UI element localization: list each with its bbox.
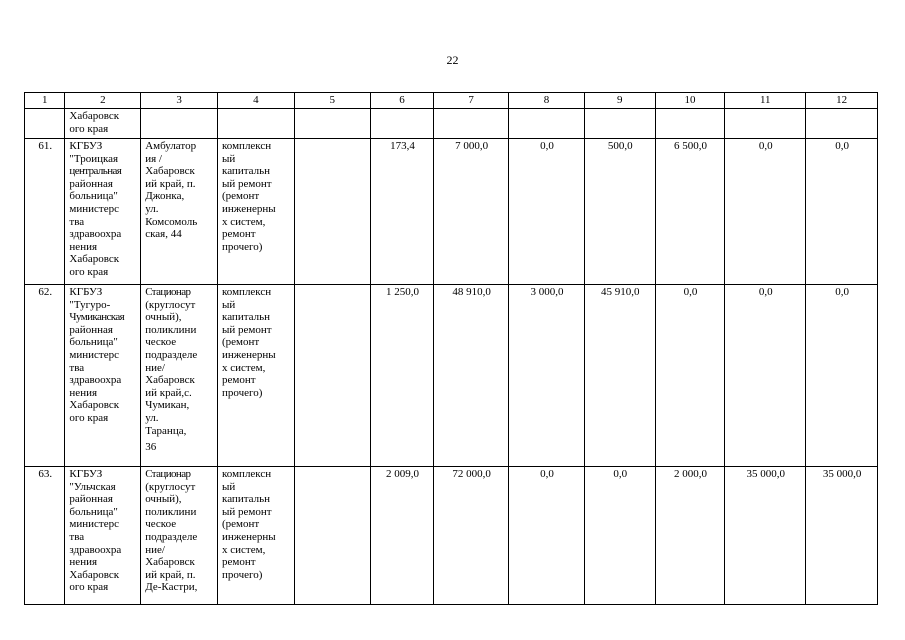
column-number: 3 [141, 93, 218, 109]
work-type-cell [218, 285, 295, 467]
row-number: 63. [25, 467, 65, 605]
cell-text-line: комплексн [222, 468, 272, 480]
value-col-9: 500,0 [584, 139, 655, 285]
work-type-cell [218, 467, 295, 605]
cell-text-line: Чумиканская [69, 311, 125, 324]
cell-text-line: комплексн [222, 140, 272, 152]
column-number: 10 [655, 93, 725, 109]
cell-text-line: министерс [69, 348, 119, 361]
cell-text-line: Комсомоль [145, 215, 198, 228]
cell-text-line: х систем, [222, 361, 266, 374]
cell-text-line: районная [69, 493, 113, 506]
cell-text-line: инженерны [222, 348, 276, 361]
cell-text-line: х систем, [222, 543, 266, 556]
value-col-9: 45 910,0 [584, 285, 655, 467]
cell-text-line: ия / [145, 152, 162, 165]
cell-text-line: комплексн [222, 286, 272, 298]
value-col-7: 7 000,0 [434, 139, 509, 285]
value-col-6: 173,4 [370, 139, 434, 285]
cell-text-line: поликлини [145, 323, 197, 336]
column-5-cell [294, 467, 370, 605]
cell-text-line: Чумикан, [145, 399, 190, 412]
column-number: 7 [434, 93, 509, 109]
cell-text-line: поликлини [145, 505, 197, 518]
organization-cell [65, 285, 141, 467]
value-col-8: 0,0 [509, 139, 585, 285]
cell-text-line: ние/ [145, 361, 165, 374]
cell-text-line: Хабаровск [145, 165, 195, 178]
cell-text-line: КГБУЗ [69, 468, 103, 480]
cell-text-line: ул. [145, 411, 159, 424]
table-row [25, 139, 878, 285]
cell-text-line: "Тугуро- [69, 298, 111, 311]
cell-text-line: ремонт [222, 374, 256, 387]
value-col-6: 1 250,0 [370, 285, 434, 467]
value-col-6: 2 009,0 [370, 467, 434, 605]
row-number: 62. [25, 285, 65, 467]
value-col-8: 3 000,0 [509, 285, 585, 467]
cell-text-line: прочего) [222, 386, 263, 399]
cell-text-line: Хабаровск [145, 556, 195, 569]
cell-text-line: нения [69, 240, 98, 253]
cell-text-line: министерс [69, 518, 119, 531]
cell-text-line: Таранца, [145, 424, 187, 437]
column-number: 1 [25, 93, 65, 109]
cell-text-line: 36 [145, 441, 157, 454]
cell-text-line: Стационар [145, 468, 191, 480]
cell-text-line: министерс [69, 202, 119, 215]
cell-text-line: больница" [69, 505, 118, 518]
table-row [25, 285, 878, 467]
cell-text-line: здравоохра [69, 374, 122, 387]
cell-text-line: районная [69, 177, 113, 190]
cell-text-line: центральная [69, 165, 122, 178]
cell-text-line: "Ульчская [69, 480, 116, 493]
column-5-cell [294, 285, 370, 467]
cell-text-line: ого края [69, 122, 109, 135]
address-cell [141, 467, 218, 605]
column-number: 8 [509, 93, 585, 109]
cell-text-line: ый [222, 152, 236, 165]
value-col-10: 0,0 [655, 285, 725, 467]
cell-text-line: прочего) [222, 568, 263, 581]
cell-text-line: тва [69, 361, 85, 374]
cell-text-line: ый ремонт [222, 505, 272, 518]
cell-text-line: больница" [69, 336, 118, 349]
cell-text-line: ий край, п. [145, 568, 196, 581]
cell-text-line: ый ремонт [222, 177, 272, 190]
cell-text-line: прочего) [222, 240, 263, 253]
cell-text-line: (ремонт [222, 336, 260, 349]
cell-text-line: ий край,с. [145, 386, 192, 399]
column-number: 4 [218, 93, 295, 109]
cell-text-line: капитальн [222, 311, 271, 324]
cell-text-line: инженерны [222, 530, 276, 543]
cell-text-line: КГБУЗ [69, 286, 103, 298]
cell-text-line: ческое [145, 336, 177, 349]
organization-cell [65, 139, 141, 285]
row-number: 61. [25, 139, 65, 285]
cell-text-line: ый [222, 480, 236, 493]
value-col-9: 0,0 [584, 467, 655, 605]
cell-text-line: подразделе [145, 348, 198, 361]
cell-text-line: "Троицкая [69, 152, 119, 165]
column-number: 2 [65, 93, 141, 109]
cell-text-line: ремонт [222, 556, 256, 569]
cell-text-line: Хабаровск [69, 110, 120, 122]
cell-text-line: (круглосут [145, 480, 196, 493]
cell-text-line: очный), [145, 311, 182, 324]
cell-text-line: подразделе [145, 530, 198, 543]
cell-text-line: тва [69, 215, 85, 228]
cell-text-line: ого края [69, 411, 109, 424]
cell-text-line: ый ремонт [222, 323, 272, 336]
cell-text-line: здравоохра [69, 543, 122, 556]
column-number: 12 [806, 93, 878, 109]
cell-text-line: тва [69, 530, 85, 543]
continuation-organization [65, 109, 141, 139]
cell-text-line: (круглосут [145, 298, 196, 311]
cell-text-line: капитальн [222, 493, 271, 506]
column-number: 9 [584, 93, 655, 109]
cell-text-line: капитальн [222, 165, 271, 178]
cell-text-line: (ремонт [222, 518, 260, 531]
page-number: 22 [446, 53, 459, 67]
cell-text-line: КГБУЗ [69, 140, 103, 152]
value-col-10: 2 000,0 [655, 467, 725, 605]
column-number: 11 [725, 93, 806, 109]
cell-text-line: здравоохра [69, 228, 122, 241]
table-row [25, 467, 878, 605]
cell-text-line: ий край, п. [145, 177, 196, 190]
value-col-12: 0,0 [806, 139, 878, 285]
cell-text-line: ого края [69, 581, 109, 594]
value-col-11: 35 000,0 [725, 467, 806, 605]
cell-text-line: Хабаровск [69, 568, 120, 581]
cell-text-line: районная [69, 323, 113, 336]
value-col-8: 0,0 [509, 467, 585, 605]
cell-text-line: инженерны [222, 202, 276, 215]
cell-text-line: Хабаровск [69, 399, 120, 412]
cell-text-line: ул. [145, 202, 159, 215]
value-col-7: 48 910,0 [434, 285, 509, 467]
value-col-11: 0,0 [725, 139, 806, 285]
cell-text-line: Стационар [145, 286, 191, 298]
address-cell [141, 139, 218, 285]
value-col-12: 0,0 [806, 285, 878, 467]
cell-text-line: больница" [69, 190, 118, 203]
column-number-row [25, 93, 878, 109]
cell-text-line: (ремонт [222, 190, 260, 203]
work-type-cell [218, 139, 295, 285]
cell-text-line: ческое [145, 518, 177, 531]
continuation-row [25, 109, 878, 139]
address-cell [141, 285, 218, 467]
value-col-10: 6 500,0 [655, 139, 725, 285]
cell-text-line: Хабаровск [145, 374, 195, 387]
column-number: 6 [370, 93, 434, 109]
cell-text-line: ый [222, 298, 236, 311]
cell-text-line: нения [69, 386, 98, 399]
cell-text-line: ние/ [145, 543, 165, 556]
cell-text-line: Хабаровск [69, 253, 120, 266]
cell-text-line: ская, 44 [145, 228, 182, 241]
value-col-7: 72 000,0 [434, 467, 509, 605]
cell-text-line: Джонка, [145, 190, 185, 203]
cell-text-line: х систем, [222, 215, 266, 228]
cell-text-line: ремонт [222, 228, 256, 241]
value-col-12: 35 000,0 [806, 467, 878, 605]
cell-text-line: очный), [145, 493, 182, 506]
column-number: 5 [294, 93, 370, 109]
organization-cell [65, 467, 141, 605]
cell-text-line: нения [69, 556, 98, 569]
value-col-11: 0,0 [725, 285, 806, 467]
capital-repair-table [24, 92, 878, 605]
cell-text-line: Де-Кастри, [145, 581, 198, 594]
cell-text-line: Амбулатор [145, 140, 197, 152]
cell-text-line: ого края [69, 265, 109, 278]
column-5-cell [294, 139, 370, 285]
